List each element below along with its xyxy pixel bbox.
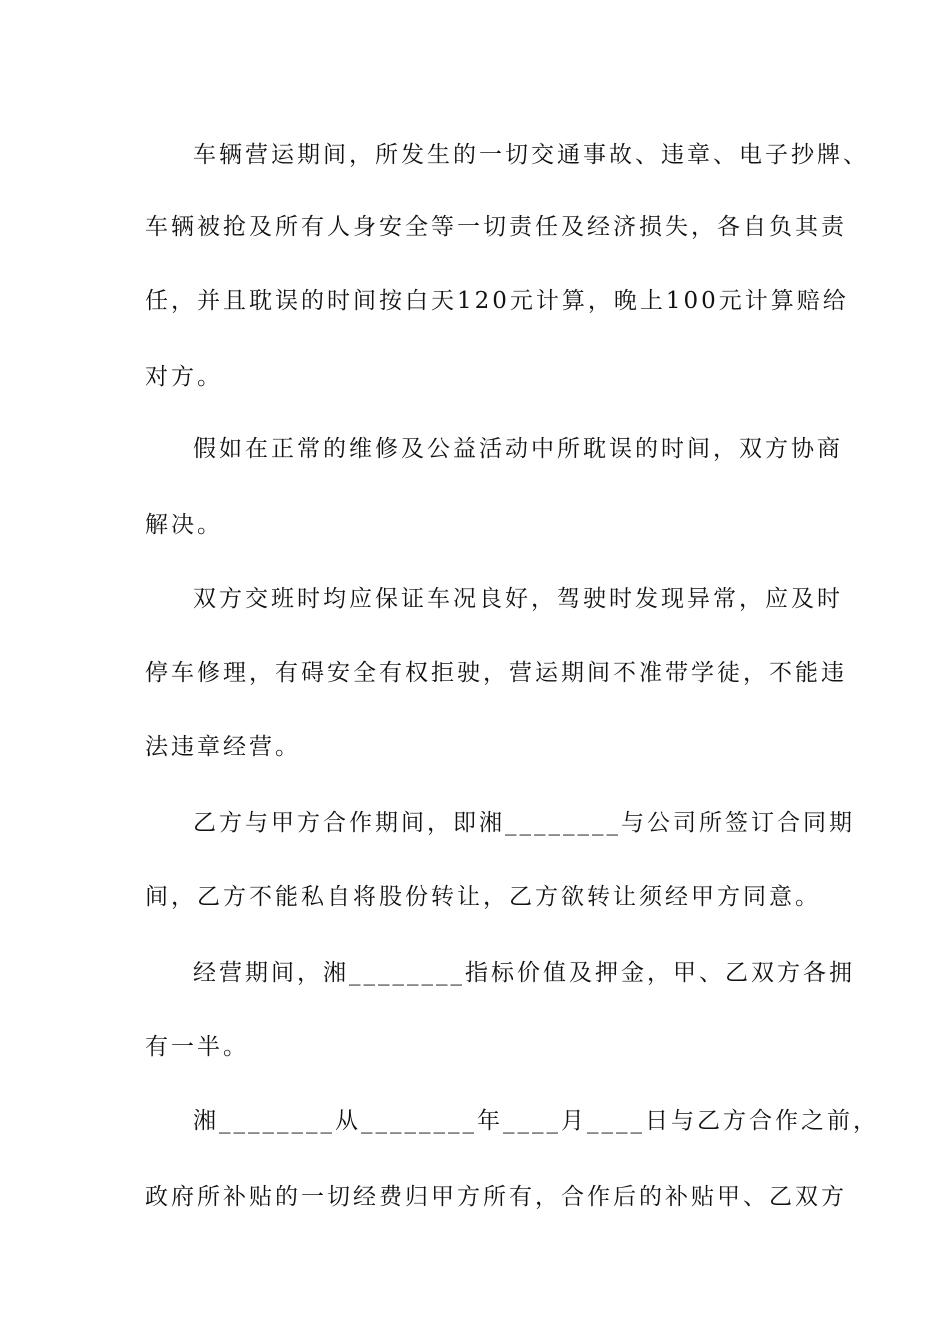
paragraph-5-line-1: 经营期间，湘________指标价值及押金，甲、乙双方各拥 (193, 960, 855, 986)
paragraph-1-line-2: 车辆被抢及所有人身安全等一切责任及经济损失，各自负其责 (145, 214, 847, 240)
paragraph-1-line-1: 车辆营运期间，所发生的一切交通事故、违章、电子抄牌、 (193, 142, 869, 168)
paragraph-4-line-2: 间，乙方不能私自将股份转让，乙方欲转让须经甲方同意。 (145, 884, 821, 910)
paragraph-3-line-3: 法违章经营。 (145, 734, 301, 760)
paragraph-1-line-4: 对方。 (145, 364, 223, 390)
paragraph-2-line-2: 解决。 (145, 512, 223, 538)
paragraph-2-line-1: 假如在正常的维修及公益活动中所耽误的时间，双方协商 (193, 436, 843, 462)
paragraph-6-line-2: 政府所补贴的一切经费归甲方所有，合作后的补贴甲、乙双方 (145, 1184, 847, 1210)
paragraph-6-line-1: 湘________从________年____月____日与乙方合作之前， (193, 1108, 879, 1134)
paragraph-5-line-2: 有一半。 (145, 1034, 249, 1060)
paragraph-3-line-2: 停车修理，有碍安全有权拒驶，营运期间不准带学徒，不能违 (145, 660, 847, 686)
paragraph-3-line-1: 双方交班时均应保证车况良好，驾驶时发现异常，应及时 (193, 586, 843, 612)
paragraph-4-line-1: 乙方与甲方合作期间，即湘________与公司所签订合同期 (193, 810, 855, 836)
paragraph-1-line-3: 任，并且耽误的时间按白天120元计算，晚上100元计算赔给 (145, 288, 849, 314)
